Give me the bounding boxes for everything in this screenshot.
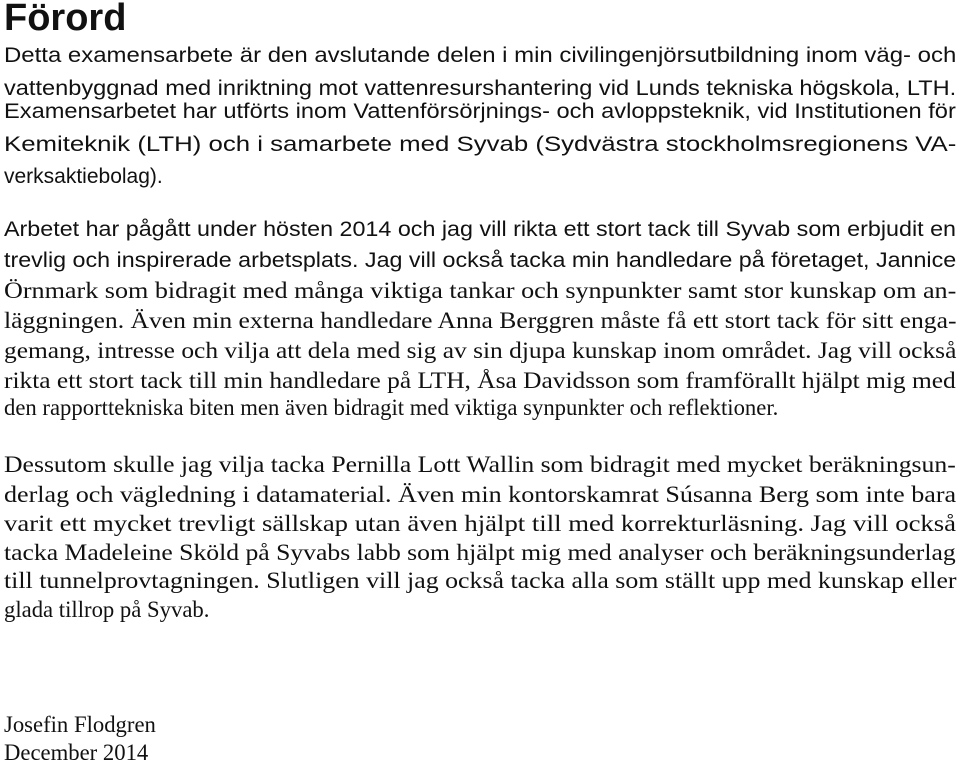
paragraph-2-line-4: läggningen. Även min externa handledare Anna Berggren måste få ett stort tack för sitt enga- (4, 308, 957, 333)
paragraph-3-line-6: glada tillrop på Syvab. (4, 597, 210, 622)
paragraph-3-line-5: till tunnelprovtagningen. Slutligen vill jag också tacka alla som ställt upp med kunskap eller (4, 568, 957, 593)
paragraph-2-line-6: rikta ett stort tack till min handledare på LTH, Åsa Davidsson som framförallt hjälpt mig med (4, 368, 956, 393)
paragraph-1-line-4: Kemiteknik (LTH) och i samarbete med Syvab (Sydvästra stockholmsregionens VA- (4, 131, 957, 156)
paragraph-3-line-4: tacka Madeleine Sköld på Syvabs labb som hjälpt mig med analyser och beräkningsunderlag (4, 540, 956, 565)
paragraph-3-line-2: derlag och vägledning i datamaterial. Även min kontorskamrat Súsanna Berg som inte bara (4, 482, 957, 507)
paragraph-3-line-1: Dessutom skulle jag vilja tacka Pernilla Lott Wallin som bidragit med mycket beräkningsun- (4, 452, 956, 477)
paragraph-3-line-3: varit ett mycket trevligt sällskap utan även hjälpt till med korrekturläsning. Jag vill också (4, 511, 957, 536)
paragraph-2-line-2: trevlig och inspirerade arbetsplats. Jag vill också tacka min handledare på företaget, Jannice (4, 249, 957, 272)
paragraph-1-line-1: Detta examensarbete är den avslutande delen i min civilingenjörsutbildning inom väg- och (4, 42, 957, 67)
paragraph-1-line-2: vattenbyggnad med inriktning mot vattenresurshantering vid Lunds tekniska högskola, LTH. (4, 75, 957, 100)
page-title: Förord (4, 0, 127, 39)
author-name: Josefin Flodgren (4, 712, 156, 737)
paragraph-1-line-5: verksaktiebolag). (4, 165, 163, 188)
paragraph-2-line-1: Arbetet har pågått under hösten 2014 och jag vill rikta ett stort tack till Syvab som erbjudit en (4, 218, 957, 241)
paragraph-2-line-7: den rapporttekniska biten men även bidragit med viktiga synpunkter och reflektioner. (4, 395, 779, 420)
signature-date: December 2014 (4, 740, 149, 765)
paragraph-2-line-3: Örnmark som bidragit med många viktiga tankar och synpunkter samt stor kunskap om an- (4, 278, 957, 303)
paragraph-2-line-5: gemang, intresse och vilja att dela med sig av sin djupa kunskap inom området. Jag vill också (4, 338, 957, 363)
paragraph-1-line-3: Examensarbetet har utförts inom Vattenförsörjnings- och avloppsteknik, vid Institutionen för (4, 98, 956, 123)
